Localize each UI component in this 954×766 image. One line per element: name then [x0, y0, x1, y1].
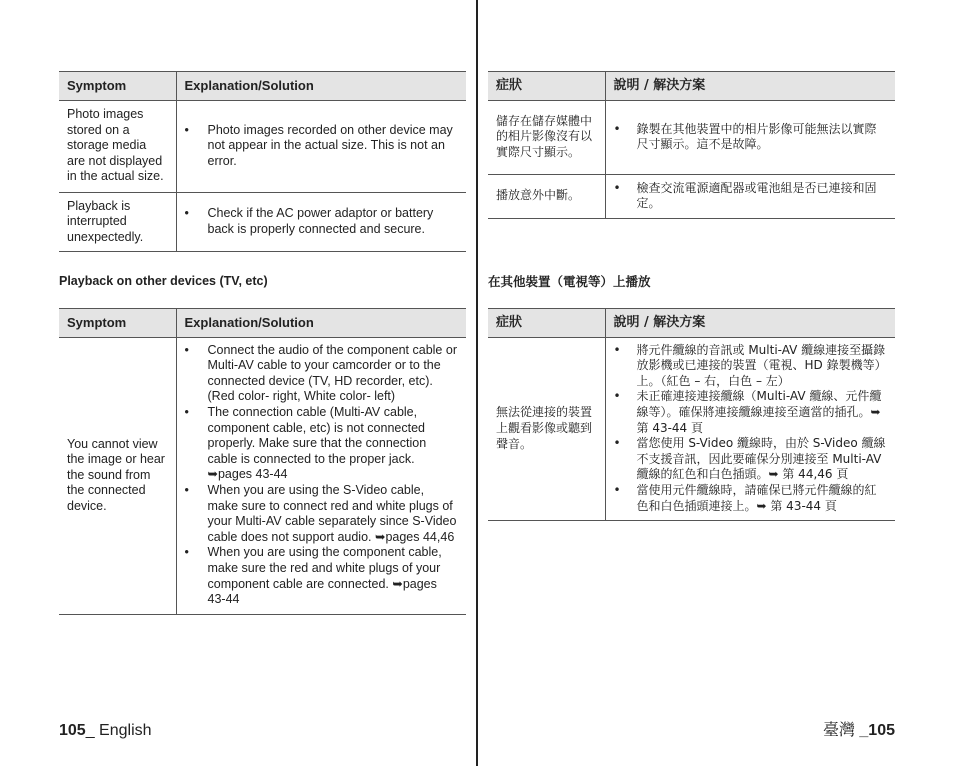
table-row [59, 337, 466, 614]
symptom-table-left-2 [59, 308, 466, 615]
solution-cell [605, 337, 895, 521]
table-header-row [488, 72, 895, 101]
table-header-row [59, 72, 466, 101]
section-title: Playback on other devices (TV, etc) [59, 274, 268, 288]
solution-item: • When you are using the S-Video cable, make sure to connect red and white plugs of your Multi-AV cable separately since S-Video cable does not support audio. ➥pages 44,46 [185, 483, 459, 545]
symptom-cell: 無法從連接的裝置上觀看影像或聽到聲音。 [488, 337, 605, 521]
solution-item: • 未正確連接連接纜線（Multi-AV 纜線、元件纜線等）。確保將連接纜線連接至適當的插孔。➥ 第 43-44 頁 [614, 389, 888, 436]
footer-language: 臺灣 [822, 720, 855, 739]
header-solution: Explanation/Solution [176, 72, 466, 101]
header-solution: Explanation/Solution [176, 309, 466, 338]
header-symptom: 症狀 [488, 309, 605, 338]
table-header-row [488, 309, 895, 338]
table-header-row [59, 309, 466, 338]
page-divider [476, 0, 478, 766]
solution-item: • When you are using the component cable, make sure the red and white plugs of your component cable are connected. ➥pages 43-44 [185, 545, 459, 607]
symptom-cell: Playback is interrupted unexpectedly. [59, 192, 176, 252]
header-solution: 說明 / 解決方案 [605, 72, 895, 101]
symptom-cell: 儲存在儲存媒體中的相片影像沒有以實際尺寸顯示。 [488, 100, 605, 174]
table-row [488, 100, 895, 174]
solution-cell [176, 100, 466, 192]
footer-right [823, 722, 895, 740]
footer-language: _ English [85, 722, 152, 739]
header-symptom: 症狀 [488, 72, 605, 101]
solution-item: • 檢查交流電源適配器或電池組是否已連接和固定。 [614, 181, 888, 212]
solution-item: • 當使用元件纜線時，請確保已將元件纜線的紅色和白色插頭連接上。➥ 第 43-44 頁 [614, 483, 888, 514]
symptom-table-right-1 [488, 71, 895, 219]
symptom-cell: 播放意外中斷。 [488, 174, 605, 218]
header-symptom: Symptom [59, 309, 176, 338]
solution-item: • The connection cable (Multi-AV cable, component cable, etc) is not connected properly. Make sure that the connection cable is connected to the proper jack. ➥pages 43-44 [185, 405, 459, 483]
table-row [59, 100, 466, 192]
solution-item: • 錄製在其他裝置中的相片影像可能無法以實際尺寸顯示。這不是故障。 [614, 122, 888, 153]
solution-item: • 將元件纜線的音訊或 Multi-AV 纜線連接至攝錄放影機或已連接的裝置（電視、HD 錄製機等）上。（紅色 – 右，白色 – 左） [614, 343, 888, 390]
solution-cell [176, 337, 466, 614]
table-row [488, 337, 895, 521]
table-row [59, 192, 466, 252]
symptom-cell: You cannot view the image or hear the sound from the connected device. [59, 337, 176, 614]
section-title: 在其他裝置（電視等）上播放 [488, 274, 651, 289]
page-number: 105 [59, 722, 86, 739]
table-row [488, 174, 895, 218]
solution-cell [605, 100, 895, 174]
solution-cell [176, 192, 466, 252]
symptom-cell: Photo images stored on a storage media are not displayed in the actual size. [59, 100, 176, 192]
solution-item: • Connect the audio of the component cable or Multi-AV cable to your camcorder or to the connected device (TV, HD recorder, etc). (Red color- right, White color- left) [185, 343, 459, 405]
symptom-table-left-1 [59, 71, 466, 252]
solution-cell [605, 174, 895, 218]
symptom-table-right-2 [488, 308, 895, 521]
footer-left [59, 722, 152, 740]
solution-item: • Check if the AC power adaptor or battery back is properly connected and secure. [185, 206, 459, 237]
page-number: _105 [859, 722, 895, 739]
header-solution: 說明 / 解決方案 [605, 309, 895, 338]
solution-item: • Photo images recorded on other device may not appear in the actual size. This is not an error. [185, 123, 459, 170]
header-symptom: Symptom [59, 72, 176, 101]
solution-item: • 當您使用 S-Video 纜線時，由於 S-Video 纜線不支援音訊，因此要確保分別連接至 Multi-AV 纜線的紅色和白色插頭。➥ 第 44,46 頁 [614, 436, 888, 483]
